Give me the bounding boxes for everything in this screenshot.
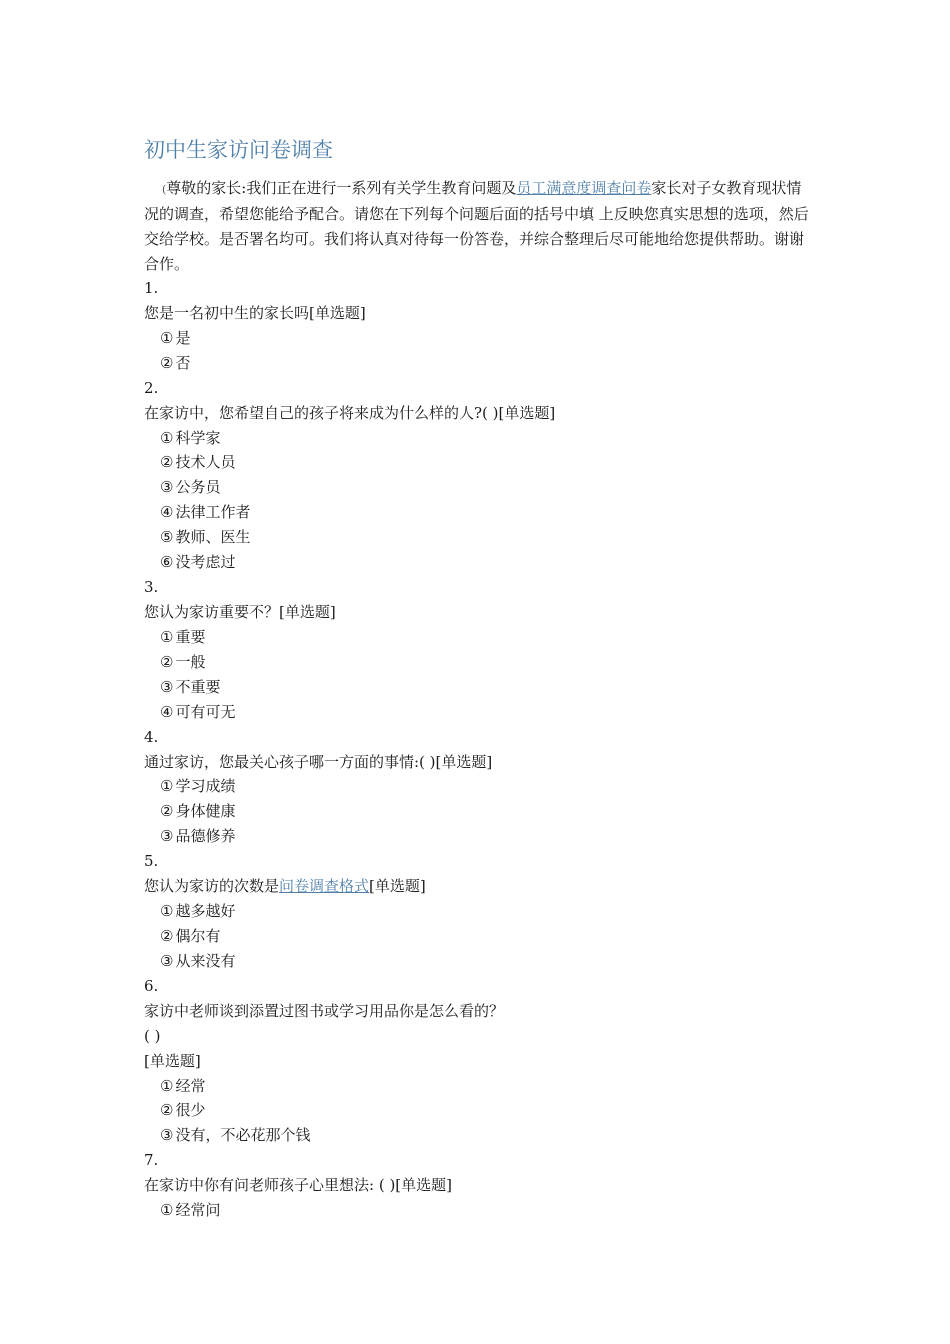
page-title: 初中生家访问卷调查 — [144, 138, 333, 162]
option-label: 一般 — [175, 652, 206, 671]
option-mark: ④ — [160, 503, 174, 522]
option-item — [144, 351, 824, 376]
question-text-after-link: [单选题] — [369, 877, 426, 896]
option-mark: ① — [160, 627, 174, 646]
option-label: 从来没有 — [175, 951, 236, 970]
option-item — [144, 1098, 824, 1123]
question-text: 在家访中，您希望自己的孩子将来成为什么样的人?( )[单选题] — [144, 403, 556, 422]
option-label: 学习成绩 — [175, 777, 236, 796]
option-mark: ⑤ — [160, 528, 174, 547]
option-mark: ② — [160, 453, 174, 472]
option-mark: ③ — [160, 677, 174, 696]
question-list — [144, 276, 824, 1223]
option-item — [144, 475, 824, 500]
option-mark: ① — [160, 1076, 174, 1095]
option-mark: ③ — [160, 827, 174, 846]
option-item — [144, 550, 824, 575]
option-item — [144, 625, 824, 650]
option-mark: ⑥ — [160, 553, 174, 572]
question-text-before-link: 您认为家访的次数是 — [144, 877, 280, 896]
option-label: 没有，不必花那个钱 — [175, 1126, 311, 1145]
question-text: 在家访中你有问老师孩子心里想法: ( )[单选题] — [144, 1176, 452, 1195]
option-mark: ① — [160, 777, 174, 796]
option-item — [144, 1074, 824, 1099]
option-mark: ② — [160, 1101, 174, 1120]
question-text: 通过家访，您最关心孩子哪一方面的事情:( )[单选题] — [144, 752, 493, 771]
option-mark: ③ — [160, 1126, 174, 1145]
option-label: 身体健康 — [175, 802, 236, 821]
question-text-line2: ( ) — [144, 1026, 161, 1045]
option-label: 科学家 — [175, 428, 221, 447]
question-text: 您是一名初中生的家长吗[单选题] — [144, 303, 366, 322]
question-number: 5. — [144, 852, 159, 871]
option-label: 公务员 — [175, 478, 221, 497]
option-item — [144, 949, 824, 974]
option-label: 是 — [175, 328, 191, 347]
question-number: 7. — [144, 1151, 159, 1170]
option-item — [144, 450, 824, 475]
option-item — [144, 824, 824, 849]
question-text — [144, 874, 824, 899]
question-number: 6. — [144, 976, 159, 995]
option-mark: ② — [160, 926, 174, 945]
question-text-line3: [单选题] — [144, 1051, 201, 1070]
option-item — [144, 899, 824, 924]
question-text: 您认为家访重要不？[单选题] — [144, 602, 336, 621]
option-label: 越多越好 — [175, 902, 236, 921]
option-item — [144, 650, 824, 675]
option-label: 经常 — [175, 1076, 206, 1095]
option-mark: ② — [160, 802, 174, 821]
option-item — [144, 1198, 824, 1223]
option-item — [144, 675, 824, 700]
question-number: 2. — [144, 378, 159, 397]
intro-lead-mark: ( — [162, 183, 167, 196]
option-item — [144, 525, 824, 550]
option-item — [144, 924, 824, 949]
option-mark: ③ — [160, 951, 174, 970]
question-link[interactable]: 问卷调查格式 — [279, 877, 370, 896]
option-label: 经常问 — [175, 1201, 221, 1220]
question-text: 家访中老师谈到添置过图书或学习用品你是怎么看的？ — [144, 1001, 505, 1020]
option-item — [144, 799, 824, 824]
option-label: 偶尔有 — [175, 926, 221, 945]
option-item — [144, 326, 824, 351]
option-mark: ① — [160, 1201, 174, 1220]
option-mark: ② — [160, 652, 174, 671]
option-label: 可有可无 — [175, 702, 236, 721]
option-mark: ① — [160, 328, 174, 347]
option-mark: ① — [160, 428, 174, 447]
option-mark: ③ — [160, 478, 174, 497]
option-label: 教师、医生 — [175, 528, 251, 547]
option-label: 很少 — [175, 1101, 206, 1120]
option-mark: ④ — [160, 702, 174, 721]
intro-text-part1: 尊敬的家长:我们正在进行一系列有关学生教育问题及 — [166, 179, 517, 197]
question-number: 4. — [144, 727, 159, 746]
option-item — [144, 700, 824, 725]
option-mark: ① — [160, 902, 174, 921]
option-label: 技术人员 — [175, 453, 236, 472]
option-label: 重要 — [175, 627, 206, 646]
option-item — [144, 426, 824, 451]
option-item — [144, 1123, 824, 1148]
option-item — [144, 500, 824, 525]
intro-text-part2: 家长对子女教育现状情况的调查，希望您能给予配合。请您在下列每个问题后面的括号中填 上反映您真实思想的选项，然后交给学校。是否署名均可。我们将认真对待每一份答卷，并综合整理后尽可能地给您提供帮助。谢谢合作。 — [144, 179, 809, 273]
option-label: 品德修养 — [175, 827, 236, 846]
intro-paragraph — [144, 176, 814, 277]
option-label: 法律工作者 — [175, 503, 251, 522]
option-label: 没考虑过 — [175, 553, 236, 572]
option-label: 否 — [175, 353, 191, 372]
option-label: 不重要 — [175, 677, 221, 696]
question-number: 3. — [144, 578, 159, 597]
question-number: 1. — [144, 279, 159, 297]
option-mark: ② — [160, 353, 174, 372]
intro-link[interactable]: 员工满意度调查问卷 — [516, 179, 652, 197]
option-item — [144, 774, 824, 799]
